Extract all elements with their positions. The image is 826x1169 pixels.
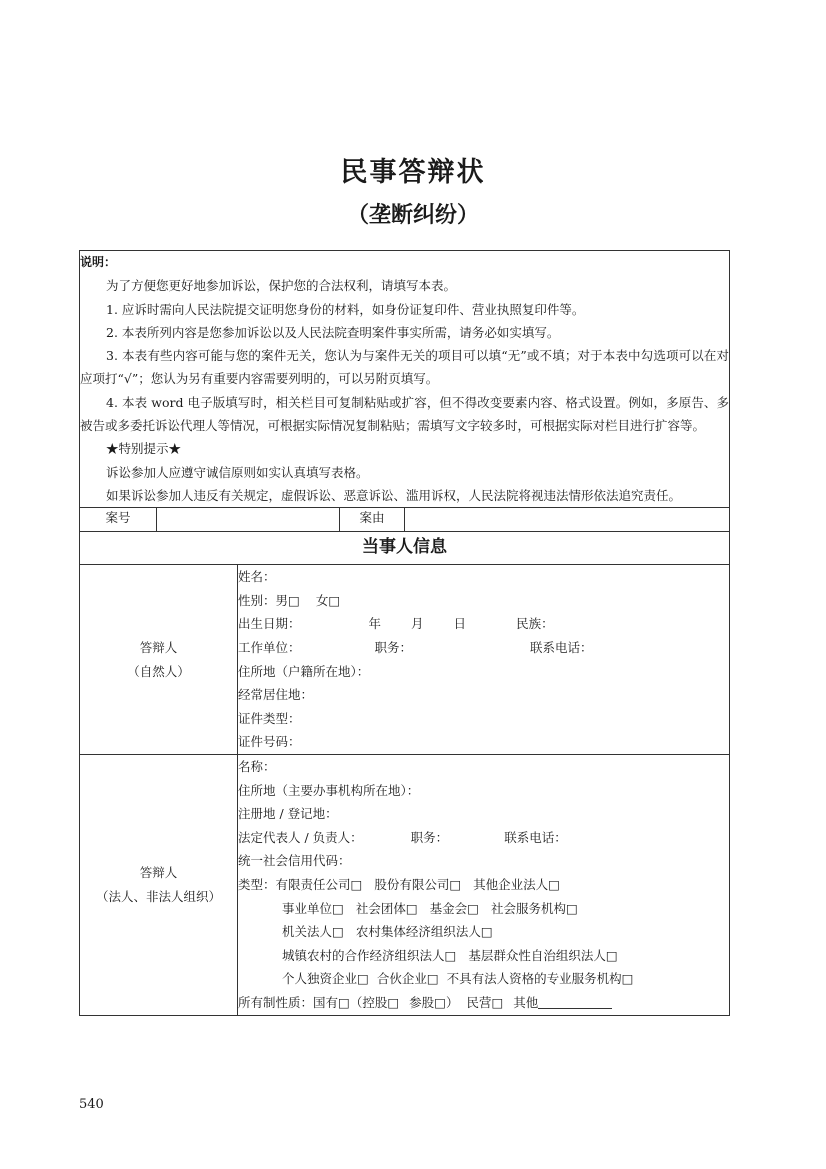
residence-field[interactable]: 经常居住地： xyxy=(238,687,314,703)
ownership-label: 所有制性质： xyxy=(238,994,314,1010)
case-cause-field[interactable] xyxy=(405,508,730,532)
section-title: 当事人信息 xyxy=(80,532,730,565)
work-unit-field[interactable]: 工作单位： xyxy=(238,640,301,656)
domicile-field[interactable]: 住所地（户籍所在地）： xyxy=(238,663,370,679)
type-checkbox[interactable]: 合伙企业□ xyxy=(376,971,439,987)
org-type-row-4 xyxy=(238,944,729,968)
case-number-field[interactable] xyxy=(157,508,340,532)
work-unit-row xyxy=(238,636,729,660)
case-number-label: 案号 xyxy=(80,508,157,532)
id-type-field[interactable]: 证件类型： xyxy=(238,710,301,726)
ownership-row xyxy=(238,991,729,1015)
type-checkbox[interactable]: 事业单位□ xyxy=(282,900,344,916)
instructions-heading: 说明： xyxy=(80,255,117,269)
instruction-paragraph: 如果诉讼参加人违反有关规定，虚假诉讼、恶意诉讼、滥用诉权，人民法院将视违法情形依法追究责任。 xyxy=(106,487,682,503)
org-type-row-3 xyxy=(238,920,729,944)
org-position-field[interactable]: 职务： xyxy=(410,829,449,845)
name-field[interactable]: 姓名： xyxy=(238,569,276,585)
birth-date-field xyxy=(238,612,729,636)
ownership-share-checkbox[interactable]: 参股□） xyxy=(409,994,459,1010)
female-checkbox[interactable]: 女□ xyxy=(315,592,341,608)
type-checkbox[interactable]: 个人独资企业□ xyxy=(282,971,369,987)
instruction-paragraph: 4. 本表 word 电子版填写时，相关栏目可复制粘贴或扩容，但不得改变要素内容、格式设置。例如，多原告、多被告或多委托诉讼代理人等情况，可根据实际情况复制粘贴；需填写文字较多时，可根据实际对栏目进行扩容等。 xyxy=(80,394,730,434)
male-checkbox[interactable]: 男□ xyxy=(275,592,300,608)
instruction-paragraph: 为了方便您更好地参加诉讼，保护您的合法权利，请填写本表。 xyxy=(106,278,457,294)
type-checkbox[interactable]: 基金会□ xyxy=(429,900,479,916)
org-type-label: 类型： xyxy=(238,876,276,892)
ownership-private-checkbox[interactable]: 民营□ xyxy=(466,994,504,1010)
gender-label: 性别： xyxy=(238,592,276,608)
natural-person-label xyxy=(80,565,238,755)
month-label: 月 xyxy=(411,616,424,632)
instruction-paragraph: 1. 应诉时需向人民法院提交证明您身份的材料，如身份证复印件、营业执照复印件等。 xyxy=(106,301,585,317)
org-type-row-5 xyxy=(238,967,729,991)
document-subtitle: （垄断纠纷） xyxy=(346,203,479,228)
id-number-field[interactable]: 证件号码： xyxy=(238,734,301,750)
year-label: 年 xyxy=(368,616,382,632)
phone-field[interactable]: 联系电话： xyxy=(530,640,593,656)
birth-date-label: 出生日期： xyxy=(238,616,301,632)
type-checkbox[interactable]: 社会团体□ xyxy=(355,900,418,916)
representative-field[interactable]: 法定代表人 / 负责人： xyxy=(238,829,363,845)
type-checkbox[interactable]: 股份有限公司□ xyxy=(374,876,462,892)
party-role-label: 答辩人 xyxy=(139,864,178,880)
position-field[interactable]: 职务： xyxy=(374,640,413,656)
type-checkbox[interactable]: 社会服务机构□ xyxy=(490,900,578,916)
natural-person-fields xyxy=(238,565,730,755)
org-name-field[interactable]: 名称： xyxy=(238,759,276,775)
registration-field[interactable]: 注册地 / 登记地： xyxy=(238,806,338,822)
type-checkbox[interactable]: 其他企业法人□ xyxy=(473,876,560,892)
legal-person-label xyxy=(80,755,238,1016)
answer-form-table xyxy=(79,250,730,1016)
org-type-row-1 xyxy=(238,873,729,897)
page-number: 540 xyxy=(79,1097,104,1112)
case-cause-label: 案由 xyxy=(340,508,405,532)
ownership-other-blank[interactable] xyxy=(538,994,612,1009)
gender-field xyxy=(238,589,729,613)
type-checkbox[interactable]: 不具有法人资格的专业服务机构□ xyxy=(446,971,634,987)
special-notice-heading: ★特别提示★ xyxy=(106,441,182,457)
type-checkbox[interactable]: 有限责任公司□ xyxy=(275,876,363,892)
instruction-paragraph: 诉讼参加人应遵守诚信原则如实认真填写表格。 xyxy=(106,464,369,480)
instructions-cell xyxy=(80,251,730,508)
party-type-label: （自然人） xyxy=(127,663,190,679)
type-checkbox[interactable]: 基层群众性自治组织法人□ xyxy=(468,947,618,963)
representative-row xyxy=(238,826,729,850)
ownership-state-checkbox[interactable]: 国有□（控股□ xyxy=(313,994,400,1010)
type-checkbox[interactable]: 城镇农村的合作经济组织法人□ xyxy=(282,947,457,963)
ownership-other-label: 其他 xyxy=(513,994,539,1010)
credit-code-field[interactable]: 统一社会信用代码： xyxy=(238,853,351,869)
ethnicity-field[interactable]: 民族： xyxy=(516,616,554,632)
party-role-label: 答辩人 xyxy=(139,639,178,655)
legal-person-fields xyxy=(238,755,730,1016)
org-phone-field[interactable]: 联系电话： xyxy=(504,829,567,845)
instruction-paragraph: 2. 本表所列内容是您参加诉讼以及人民法院查明案件事实所需，请务必如实填写。 xyxy=(106,324,560,340)
type-checkbox[interactable]: 农村集体经济组织法人□ xyxy=(355,924,493,940)
type-checkbox[interactable]: 机关法人□ xyxy=(282,924,344,940)
document-title: 民事答辩状 xyxy=(340,157,486,188)
party-type-label: （法人、非法人组织） xyxy=(95,888,221,904)
day-label: 日 xyxy=(453,616,467,632)
org-type-row-2 xyxy=(238,897,729,921)
org-domicile-field[interactable]: 住所地（主要办事机构所在地）： xyxy=(238,782,420,798)
instruction-paragraph: 3. 本表有些内容可能与您的案件无关，您认为与案件无关的项目可以填“无”或不填；对于本表中勾选项可以在对应项打“√”；您认为另有重要内容需要列明的，可以另附页填写。 xyxy=(80,348,730,387)
